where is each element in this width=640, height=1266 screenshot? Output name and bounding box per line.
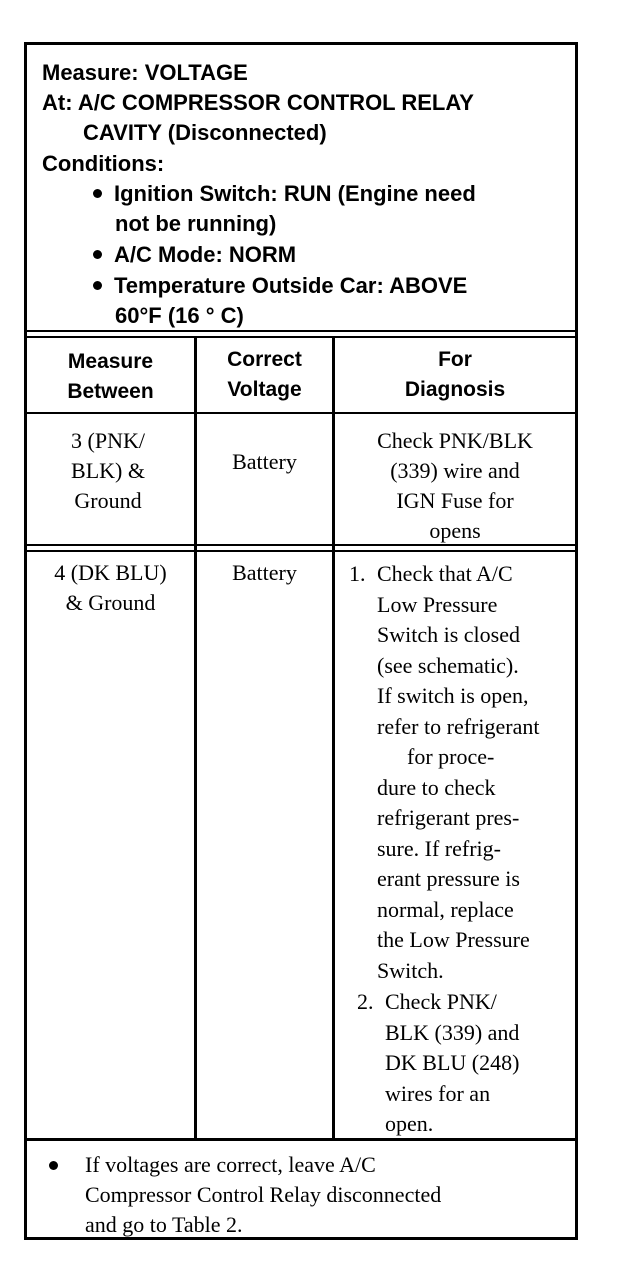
bullet-icon: [93, 189, 102, 198]
column-header-for-diagnosis: For Diagnosis: [404, 348, 506, 401]
bullet-icon: [93, 250, 102, 259]
row-1-diagnosis: Check PNK/BLK (339) wire and IGN Fuse for opens: [377, 428, 533, 543]
condition-item: Ignition Switch: RUN (Engine need: [93, 179, 476, 209]
diagnosis-step-1: 1. Check that A/C Low Pressure Switch is closed (see schematic). If switch is open, refer to refrigerant for proce- dure to check refrigerant pres- sure. If refrig- erant pressure is normal, replace the Low Pressure Switch.: [349, 561, 540, 983]
measure-label: Measure: VOLTAGE: [42, 60, 248, 85]
divider: [27, 336, 575, 338]
condition-item-cont: 60°F (16 ° C): [115, 303, 244, 328]
condition-item-cont: not be running): [115, 211, 277, 236]
location-line-2: CAVITY (Disconnected): [83, 120, 327, 145]
column-header-correct-voltage: Correct Voltage: [227, 348, 302, 401]
divider: [27, 330, 575, 332]
column-header-measure-between: Measure Between: [67, 350, 154, 403]
condition-item: A/C Mode: NORM: [93, 240, 296, 270]
divider: [27, 550, 575, 552]
row-2-voltage: Battery: [232, 560, 297, 585]
divider: [27, 544, 575, 546]
divider: [27, 1138, 575, 1141]
row-2-measure-between: 4 (DK BLU) & Ground: [54, 560, 167, 615]
divider: [27, 412, 575, 414]
condition-item: Temperature Outside Car: ABOVE: [93, 271, 467, 301]
diagnostic-table: [24, 42, 578, 1240]
bullet-icon: [49, 1161, 58, 1170]
conditions-label: Conditions:: [42, 151, 165, 176]
row-1-voltage: Battery: [232, 449, 297, 474]
location-line-1: At: A/C COMPRESSOR CONTROL RELAY: [42, 90, 474, 115]
diagnosis-step-2: 2. Check PNK/ BLK (339) and DK BLU (248) wires for an open.: [357, 989, 520, 1136]
row-1-measure-between: 3 (PNK/ BLK) & Ground: [71, 428, 145, 513]
table-header-conditions: [27, 45, 575, 337]
footer-note: If voltages are correct, leave A/C Compressor Control Relay disconnected and go to Table 2.: [49, 1150, 569, 1240]
bullet-icon: [93, 281, 102, 290]
